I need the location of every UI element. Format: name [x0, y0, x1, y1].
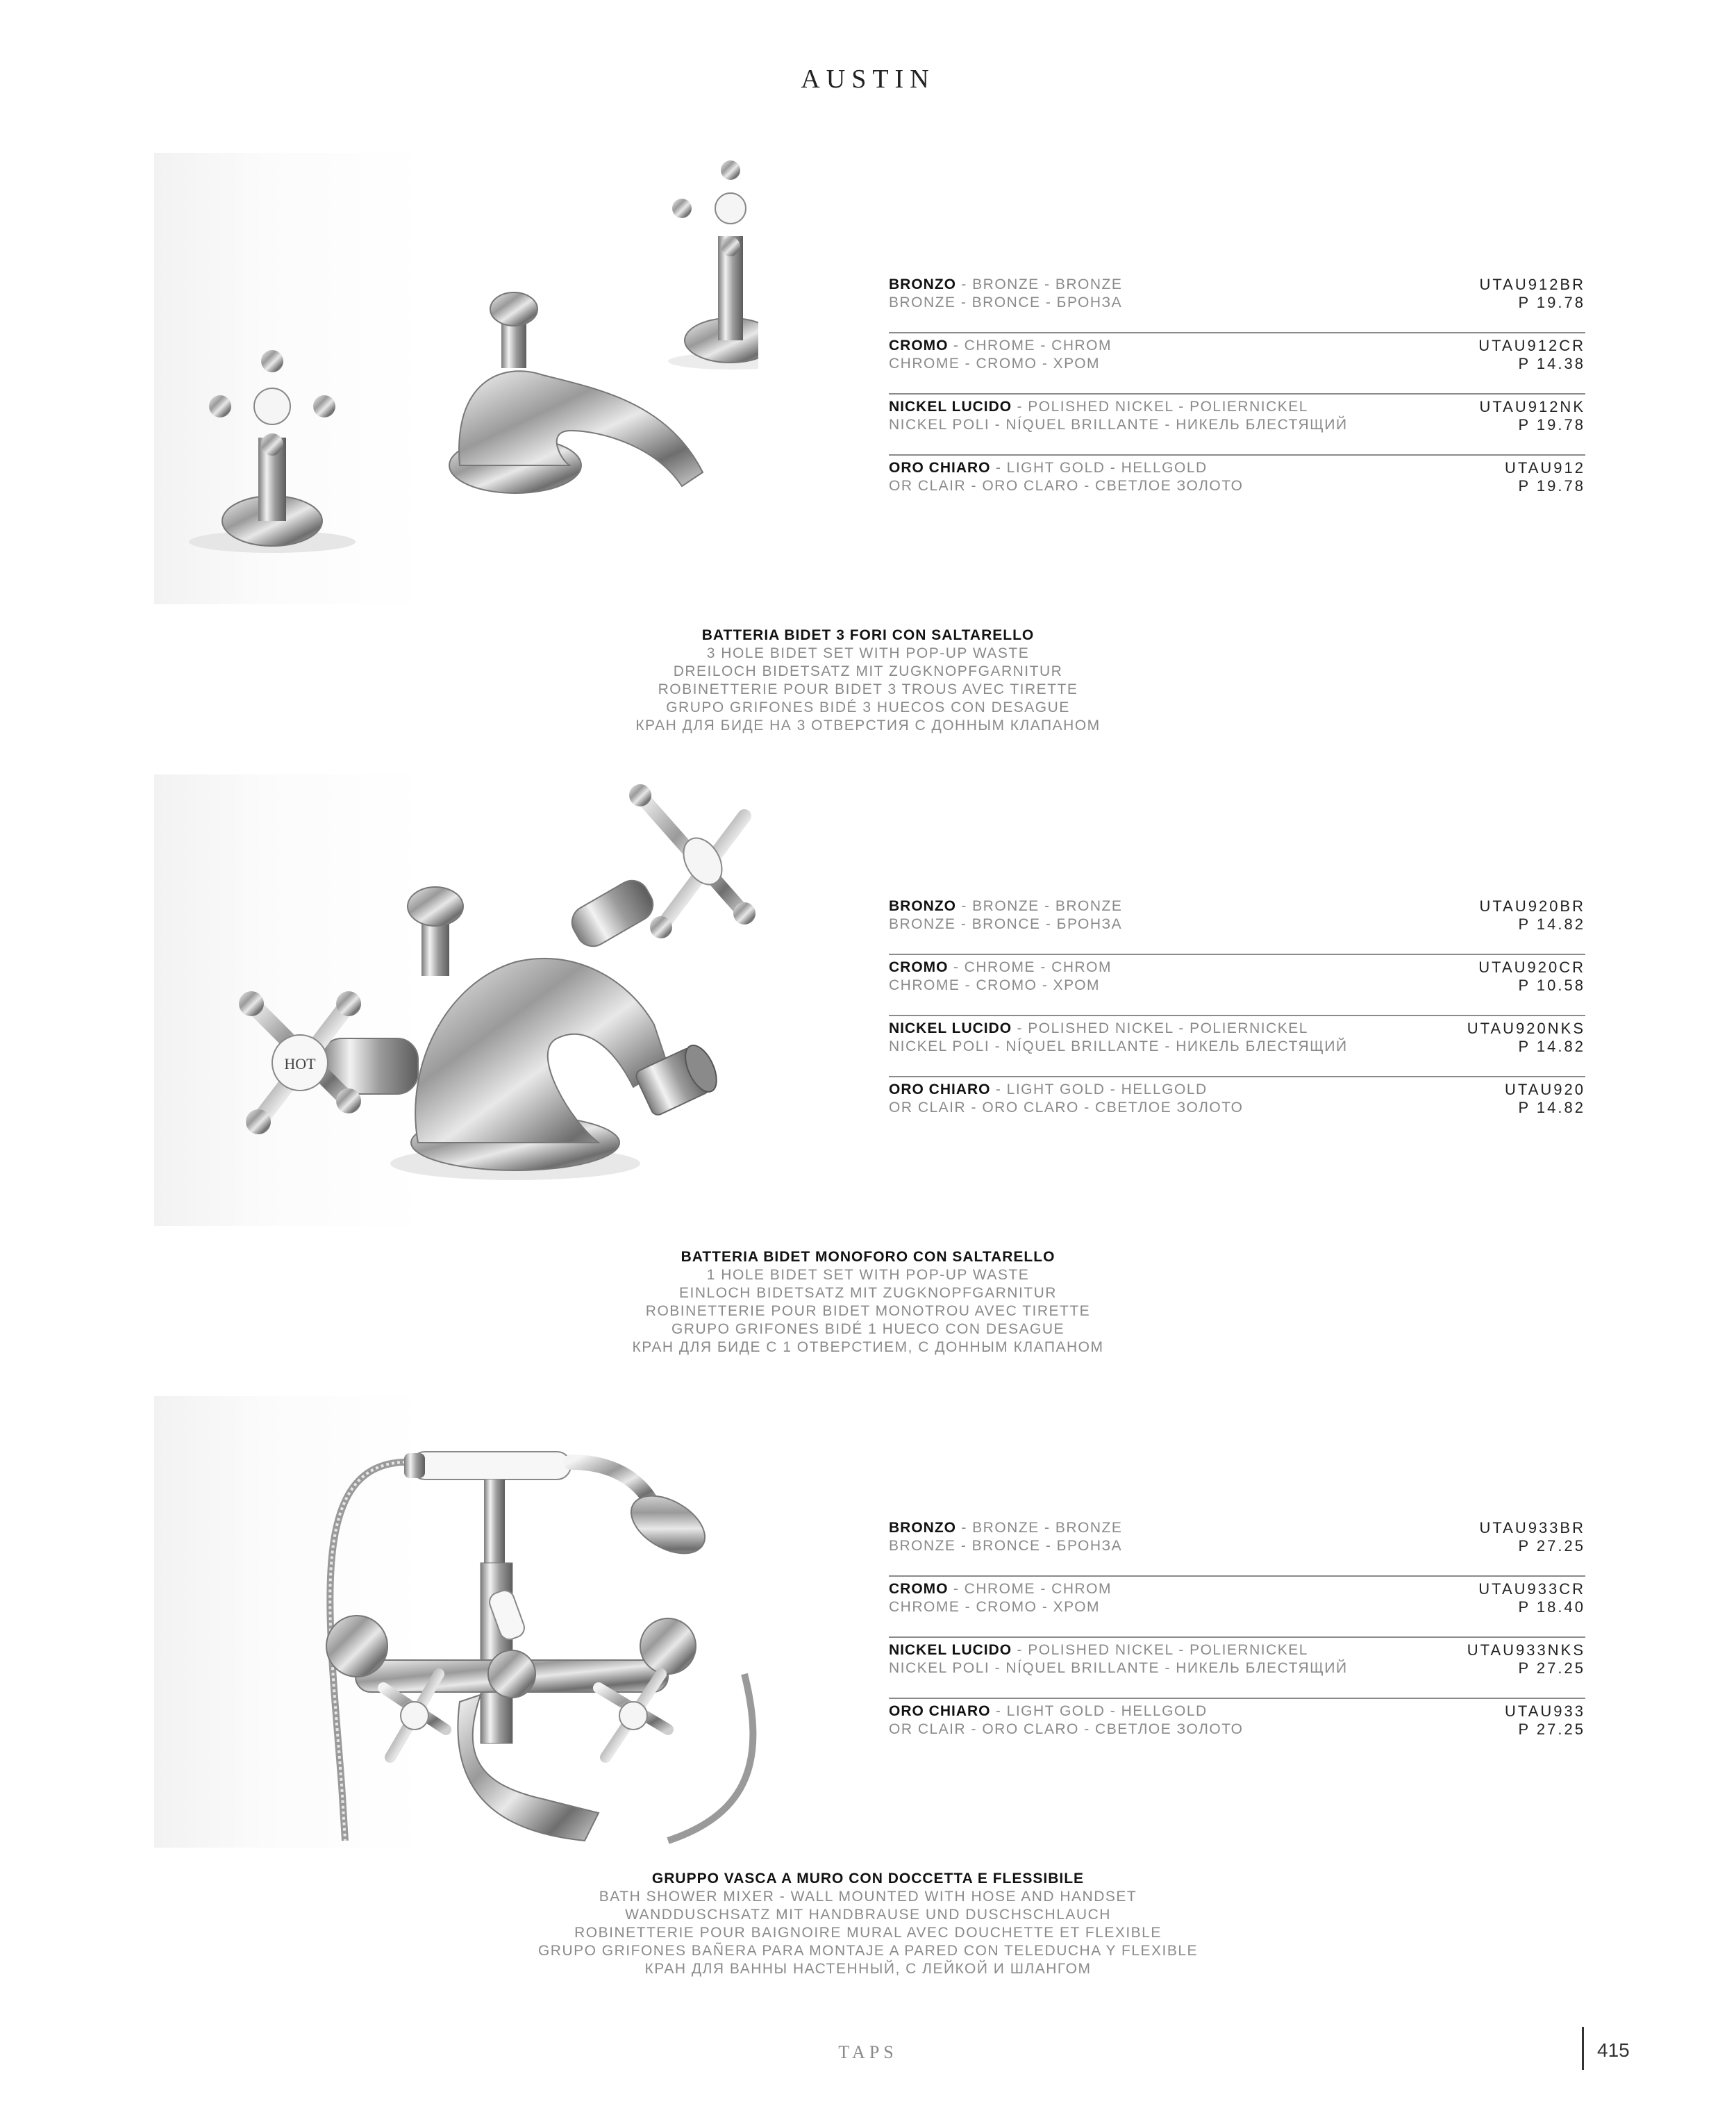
finish-translations: - POLISHED NICKEL - POLIERNICKEL [1012, 1020, 1308, 1036]
product-code: UTAU912 [1505, 459, 1585, 476]
variant-row [889, 333, 1585, 395]
product-price: P 14.38 [1518, 355, 1585, 372]
finish-translations-2: BRONZE - BRONCE - БРОНЗА [889, 1538, 1123, 1554]
product-code: UTAU912BR [1479, 276, 1585, 293]
product-price: P 19.78 [1518, 294, 1585, 311]
faucet-monobloc-illustration [154, 774, 758, 1226]
finish-translations-2: NICKEL POLI - NÍQUEL BRILLANTE - НИКЕЛЬ БЛЕСТЯЩИЙ [889, 1660, 1348, 1676]
product-price: P 18.40 [1518, 1598, 1585, 1616]
product-description [0, 1870, 1736, 1978]
finish-translations-2: CHROME - CROMO - ХРОМ [889, 1599, 1101, 1615]
finish-translations-2: BRONZE - BRONCE - БРОНЗА [889, 916, 1123, 932]
finish-translations: - BRONZE - BRONZE [956, 1520, 1123, 1536]
description-line: EINLOCH BIDETSATZ MIT ZUGKNOPFGARNITUR [679, 1285, 1057, 1301]
description-line: КРАН ДЛЯ БИДЕ НА 3 ОТВЕРСТИЯ С ДОННЫМ КЛАПАНОМ [635, 718, 1101, 733]
product-code: UTAU933CR [1478, 1580, 1585, 1598]
product-code: UTAU933 [1505, 1702, 1585, 1720]
product-price: P 27.25 [1518, 1721, 1585, 1738]
finish-translations: - BRONZE - BRONZE [956, 898, 1123, 914]
finish-translations-2: CHROME - CROMO - ХРОМ [889, 356, 1101, 372]
finish-name: NICKEL LUCIDO [889, 1020, 1012, 1036]
product-photo [154, 1396, 758, 1848]
product-description [0, 1248, 1736, 1357]
footer-divider [1582, 2027, 1584, 2070]
variant-list [889, 272, 1585, 515]
finish-translations-2: NICKEL POLI - NÍQUEL BRILLANTE - НИКЕЛЬ БЛЕСТЯЩИЙ [889, 417, 1348, 433]
finish-translations: - CHROME - CHROM [948, 959, 1112, 975]
page-number: 415 [1597, 2039, 1630, 2061]
finish-name: BRONZO [889, 1520, 956, 1536]
product-code: UTAU920 [1505, 1081, 1585, 1098]
finish-name: CROMO [889, 959, 949, 975]
finish-translations: - POLISHED NICKEL - POLIERNICKEL [1012, 1642, 1308, 1658]
product-price: P 14.82 [1518, 1099, 1585, 1116]
finish-translations-2: CHROME - CROMO - ХРОМ [889, 977, 1101, 993]
description-line: ROBINETTERIE POUR BAIGNOIRE MURAL AVEC DOUCHETTE ET FLEXIBLE [574, 1925, 1162, 1941]
product-description [0, 627, 1736, 735]
finish-translations: - CHROME - CHROM [948, 1581, 1112, 1597]
finish-translations: - POLISHED NICKEL - POLIERNICKEL [1012, 399, 1308, 415]
bath-shower-mixer-illustration [154, 1396, 758, 1848]
finish-name: NICKEL LUCIDO [889, 399, 1012, 415]
faucet-3hole-illustration [154, 153, 758, 604]
finish-translations: - BRONZE - BRONZE [956, 276, 1123, 292]
variant-row [889, 272, 1585, 333]
finish-name: ORO CHIARO [889, 460, 991, 476]
product-code: UTAU933BR [1479, 1519, 1585, 1536]
finish-name: NICKEL LUCIDO [889, 1642, 1012, 1658]
product-title: BATTERIA BIDET 3 FORI CON SALTARELLO [701, 627, 1035, 643]
variant-list [889, 1516, 1585, 1759]
finish-name: BRONZO [889, 276, 956, 292]
product-price: P 27.25 [1518, 1537, 1585, 1555]
footer-section-label: TAPS [838, 2042, 898, 2062]
product-price: P 14.82 [1518, 1038, 1585, 1055]
finish-translations-2: BRONZE - BRONCE - БРОНЗА [889, 295, 1123, 310]
finish-translations: - LIGHT GOLD - HELLGOLD [990, 1081, 1208, 1097]
variant-row [889, 955, 1585, 1016]
description-line: WANDDUSCHSATZ MIT HANDBRAUSE UND DUSCHSCHLAUCH [625, 1907, 1111, 1923]
description-line: ROBINETTERIE POUR BIDET 3 TROUS AVEC TIRETTE [658, 681, 1078, 697]
variant-row [889, 1077, 1585, 1137]
description-line: ROBINETTERIE POUR BIDET MONOTROU AVEC TIRETTE [645, 1303, 1091, 1319]
finish-translations-2: OR CLAIR - ORO CLARO - СВЕТЛОЕ ЗОЛОТО [889, 1721, 1244, 1737]
description-line: КРАН ДЛЯ БИДЕ С 1 ОТВЕРСТИЕМ, С ДОННЫМ КЛАПАНОМ [632, 1339, 1104, 1355]
variant-row [889, 395, 1585, 456]
finish-name: CROMO [889, 1581, 949, 1597]
product-title: GRUPPO VASCA A MURO CON DOCCETTA E FLESSIBILE [651, 1871, 1085, 1887]
description-line: 3 HOLE BIDET SET WITH POP-UP WASTE [706, 645, 1030, 661]
product-photo [154, 774, 758, 1226]
product-price: P 19.78 [1518, 477, 1585, 495]
description-line: GRUPO GRIFONES BAÑERA PARA MONTAJE A PARED CON TELEDUCHA Y FLEXIBLE [537, 1943, 1199, 1959]
product-code: UTAU933NKS [1467, 1641, 1585, 1659]
finish-translations: - LIGHT GOLD - HELLGOLD [990, 1703, 1208, 1719]
variant-row [889, 1016, 1585, 1077]
hot-label: HOT [284, 1055, 316, 1072]
page-title: AUSTIN [801, 65, 935, 94]
description-line: BATH SHOWER MIXER - WALL MOUNTED WITH HOSE AND HANDSET [599, 1889, 1137, 1905]
description-line: GRUPO GRIFONES BIDÉ 3 HUECOS CON DESAGUE [666, 699, 1070, 715]
product-price: P 27.25 [1518, 1659, 1585, 1677]
description-line: GRUPO GRIFONES BIDÉ 1 HUECO CON DESAGUE [671, 1321, 1065, 1337]
product-code: UTAU912NK [1479, 398, 1585, 415]
product-code: UTAU912CR [1478, 337, 1585, 354]
finish-name: ORO CHIARO [889, 1081, 991, 1097]
finish-translations-2: OR CLAIR - ORO CLARO - СВЕТЛОЕ ЗОЛОТО [889, 1100, 1244, 1116]
variant-row [889, 456, 1585, 515]
product-code: UTAU920BR [1479, 897, 1585, 915]
finish-name: ORO CHIARO [889, 1703, 991, 1719]
product-title: BATTERIA BIDET MONOFORO CON SALTARELLO [681, 1249, 1055, 1265]
product-code: UTAU920CR [1478, 959, 1585, 976]
product-price: P 19.78 [1518, 416, 1585, 433]
product-photo [154, 153, 758, 604]
description-line: DREILOCH BIDETSATZ MIT ZUGKNOPFGARNITUR [673, 663, 1063, 679]
variant-list [889, 894, 1585, 1137]
variant-row [889, 894, 1585, 955]
product-price: P 14.82 [1518, 915, 1585, 933]
finish-name: CROMO [889, 338, 949, 354]
finish-name: BRONZO [889, 898, 956, 914]
finish-translations: - LIGHT GOLD - HELLGOLD [990, 460, 1208, 476]
variant-row [889, 1699, 1585, 1759]
finish-translations-2: OR CLAIR - ORO CLARO - СВЕТЛОЕ ЗОЛОТО [889, 478, 1244, 494]
variant-row [889, 1577, 1585, 1638]
variant-row [889, 1516, 1585, 1577]
product-code: UTAU920NKS [1467, 1020, 1585, 1037]
finish-translations: - CHROME - CHROM [948, 338, 1112, 354]
variant-row [889, 1638, 1585, 1699]
description-line: КРАН ДЛЯ ВАННЫ НАСТЕННЫЙ, С ЛЕЙКОЙ И ШЛАНГОМ [644, 1961, 1092, 1977]
finish-translations-2: NICKEL POLI - NÍQUEL BRILLANTE - НИКЕЛЬ БЛЕСТЯЩИЙ [889, 1038, 1348, 1054]
description-line: 1 HOLE BIDET SET WITH POP-UP WASTE [706, 1267, 1030, 1283]
product-price: P 10.58 [1518, 977, 1585, 994]
